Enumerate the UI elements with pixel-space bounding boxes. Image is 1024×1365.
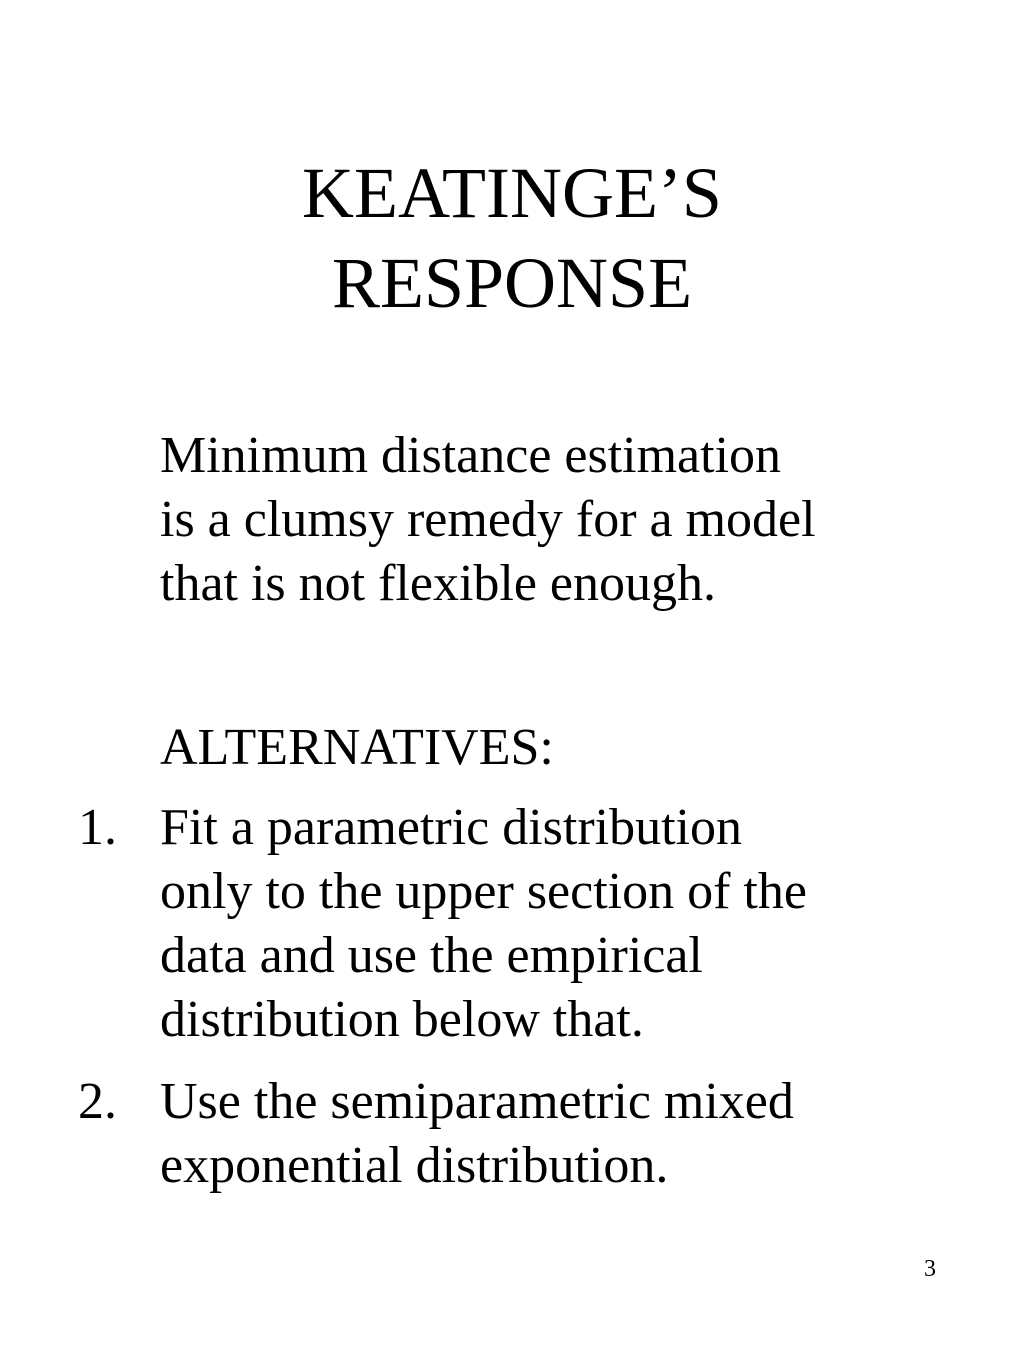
list-number: 1.: [78, 799, 117, 856]
list-line: exponential distribution.: [160, 1137, 669, 1194]
page-number: 3: [924, 1256, 936, 1282]
list-line: distribution below that.: [160, 991, 644, 1048]
list-line: only to the upper section of the: [160, 863, 807, 920]
title-line: KEATINGE’S: [302, 153, 722, 233]
list-line: data and use the empirical: [160, 927, 703, 984]
list-line: Use the semiparametric mixed: [160, 1073, 794, 1130]
list-item-text: [160, 796, 807, 1052]
list-line: Fit a parametric distribution: [160, 799, 742, 856]
list-number: 2.: [78, 1073, 117, 1130]
intro-paragraph: [160, 424, 816, 616]
alternatives-heading: ALTERNATIVES:: [160, 719, 554, 776]
title-line: RESPONSE: [331, 243, 693, 323]
paragraph-line: is a clumsy remedy for a model: [160, 491, 816, 548]
slide-title: [0, 148, 1024, 328]
paragraph-line: Minimum distance estimation: [160, 427, 782, 484]
paragraph-line: that is not flexible enough.: [160, 555, 717, 612]
list-item-text: [160, 1070, 794, 1198]
